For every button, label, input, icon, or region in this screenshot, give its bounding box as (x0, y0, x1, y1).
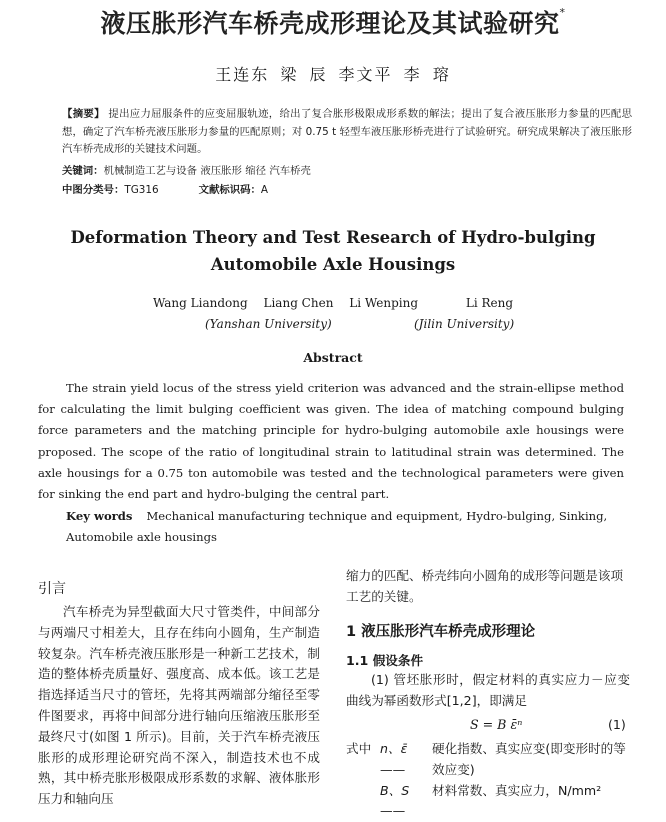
chinese-keywords: 关键词：机械制造工艺与设备 液压胀形 缩径 汽车桥壳 (62, 165, 311, 177)
symbol-definition: 材料常数、真实应力，N/mm² (432, 782, 602, 798)
chinese-title: 液压胀形汽车桥壳成形理论及其试验研究* (100, 6, 566, 38)
equation-1: S = B ε̄ⁿ (470, 717, 523, 732)
class-value: TG316 (124, 184, 159, 196)
chinese-abstract-label: 【摘要】 (62, 108, 105, 120)
assumption-paragraph: (1) 管坯胀形时，假定材料的真实应力－应变曲线为幂函数形式[1,2]，即满足 (346, 672, 630, 708)
english-abstract: The strain yield locus of the stress yield criterion was advanced and the strain-ellipse method for calculating the limit bulging coefficient was given. The idea of matching compound bulging force parameters and the matching principle for hydro-bulging automobile axle housings were proposed. The scope of the ratio of longitudinal strain to latitudinal strain was determined. The axle housings for a 0.75 ton automobile was tested and the technological parameters were given for sinking the end part and hydro-bulging the central part. (38, 381, 624, 502)
intro-continuation: 缩力的匹配、桥壳纬向小圆角的成形等问题是该项工艺的关键。 (346, 568, 624, 604)
author-name: Liang Chen (263, 296, 334, 310)
class-label: 中图分类号： (62, 184, 125, 196)
classification-line (62, 181, 268, 196)
author-name: Li Wenping (349, 296, 419, 310)
symbol-definition: 硬化指数、真实应变(即变形时的等效应变) (432, 741, 626, 777)
affiliation-jilin: (Jilin University) (414, 317, 515, 331)
affiliation-yanshan: (Yanshan University) (205, 317, 332, 331)
intro-paragraph: 汽车桥壳为异型截面大尺寸管类件，中间部分与两端尺寸相差大，且存在纬向小圆角，生产制造较复杂。汽车桥壳液压胀形是一种新工艺技术，制造的整体桥壳质量好、强度高、成本低。该工艺是指选择适当尺寸的管坯，先将其两端部分缩径至零件图要求，再将中间部分进行轴向压缩液压胀形至最终尺寸(如图 1 所示)。目前，关于汽车桥壳液压胀形的成形理论研究尚不深入，制造技术也不成熟，其中桥壳胀形极限成形系数的求解、液体胀形压力和轴向压 (38, 604, 320, 807)
chinese-keywords-label: 关键词： (62, 165, 104, 177)
english-title: Deformation Theory and Test Research of Hydro-bulging Automobile Axle Housings (70, 228, 596, 274)
english-keywords: Key words Mechanical manufacturing technique and equipment, Hydro-bulging, Sinking, Automobile axle housings (66, 509, 608, 545)
doc-code-value: A (260, 184, 269, 196)
symbol: n、ε̄—— (380, 741, 408, 777)
abstract-heading: Abstract (303, 350, 363, 365)
chinese-abstract-text: 提出应力屈服条件的应变屈服轨迹，给出了复合胀形极限成形系数的解法；提出了复合液压胀形力参量的匹配思想，确定了汽车桥壳液压胀形力参量的匹配原则；对 0.75 t 轻型车液压胀形桥壳进行了试验研究。研究成果解决了液压胀形汽车桥壳成形的关键技术问题。 (62, 108, 633, 155)
doc-code-label: 文献标识码： (198, 184, 261, 196)
equation-number: (1) (608, 717, 626, 732)
intro-heading: 引言 (38, 581, 66, 597)
where-label: 式中 (346, 741, 372, 756)
english-authors (0, 296, 666, 310)
chinese-authors: 王连东 梁 辰 李文平 李 瑢 (215, 65, 451, 84)
chinese-abstract (62, 106, 632, 159)
symbol: B、S—— (380, 782, 410, 819)
author-name: Li Reng (465, 296, 514, 310)
symbol-definitions (346, 739, 636, 822)
section-1-1-heading: 1.1 假设条件 (346, 653, 424, 668)
english-keywords-label: Key words (66, 509, 133, 523)
author-name: Wang Liandong (152, 296, 248, 310)
section-1-heading: 1 液压胀形汽车桥壳成形理论 (346, 624, 536, 640)
title-footnote-mark: * (559, 6, 566, 19)
